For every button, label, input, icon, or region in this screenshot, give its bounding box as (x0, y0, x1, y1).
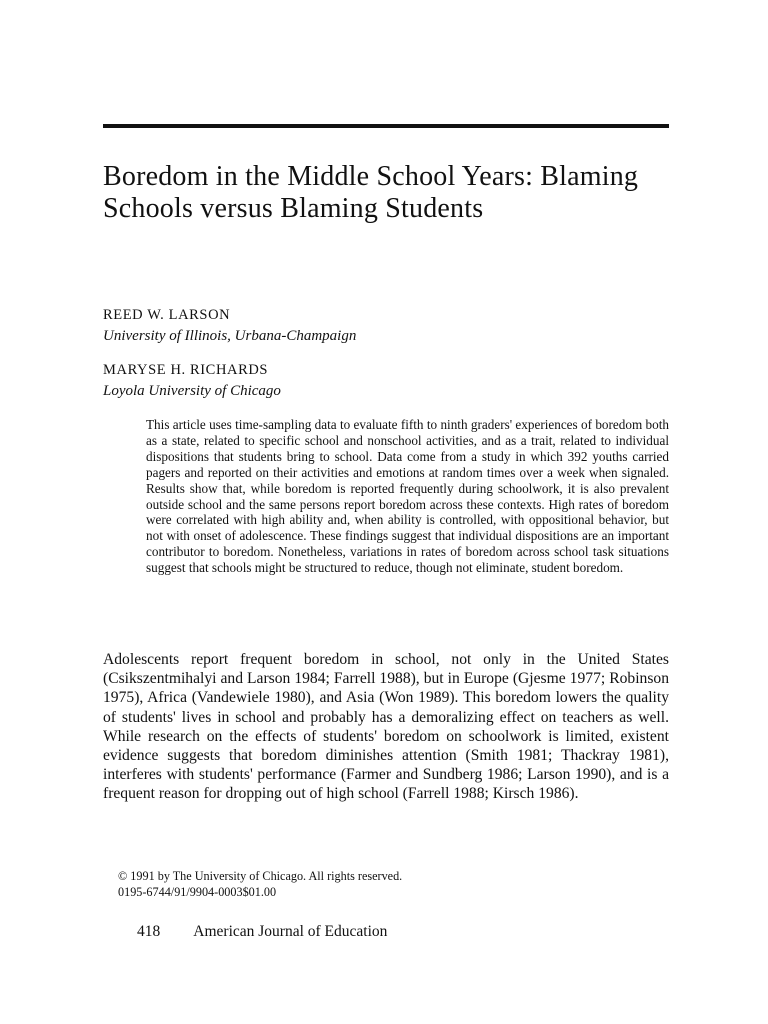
copyright-line: © 1991 by The University of Chicago. All rights reserved. (118, 869, 403, 883)
copyright-notice (118, 868, 402, 900)
top-rule (103, 124, 669, 128)
abstract: This article uses time-sampling data to evaluate fifth to ninth graders' experiences of boredom both as a state, related to specific school and nonschool activities, and as a trait, related to individual dispositions that students bring to school. Data come from a study in which 392 youths carried pagers and reported on their activities and emotions at random times over a week when signaled. Results show that, while boredom is reported frequently during schoolwork, it is also prevalent outside school and the same persons report boredom across these contexts. High rates of boredom were correlated with high ability and, when ability is controlled, with oppositional behavior, but not with onset of adolescence. These findings suggest that individual dispositions are an important contributor to boredom. Nonetheless, variations in rates of boredom across school task situations suggest that schools might be structured to reduce, though not eliminate, student boredom. (146, 417, 669, 576)
issn-line: 0195-6744/91/9904-0003$01.00 (118, 885, 277, 899)
author-affiliation-1: University of Illinois, Urbana-Champaign (103, 328, 357, 344)
author-name-2: MARYSE H. RICHARDS (103, 362, 269, 378)
body-paragraph: Adolescents report frequent boredom in school, not only in the United States (Csikszentmihalyi and Larson 1984; Farrell 1988), but in Europe (Gjesme 1977; Robinson 1975), Africa (Vandewiele 1980), and Asia (Won 1989). This boredom lowers the quality of students' lives in school and probably has a demoralizing effect on teachers as well. While research on the effects of students' boredom on schoolwork is limited, existent evidence suggests that boredom diminishes attention (Smith 1981; Thackray 1981), interferes with students' performance (Farmer and Sundberg 1986; Larson 1990), and is a frequent reason for dropping out of high school (Farrell 1988; Kirsch 1986). (103, 651, 669, 803)
article-title: Boredom in the Middle School Years: Blaming Schools versus Blaming Students (103, 161, 639, 224)
author-name-1: REED W. LARSON (103, 307, 231, 323)
page-footer (137, 922, 387, 942)
journal-name: American Journal of Education (193, 923, 388, 940)
author-affiliation-2: Loyola University of Chicago (103, 383, 281, 399)
page-number: 418 (137, 923, 161, 940)
